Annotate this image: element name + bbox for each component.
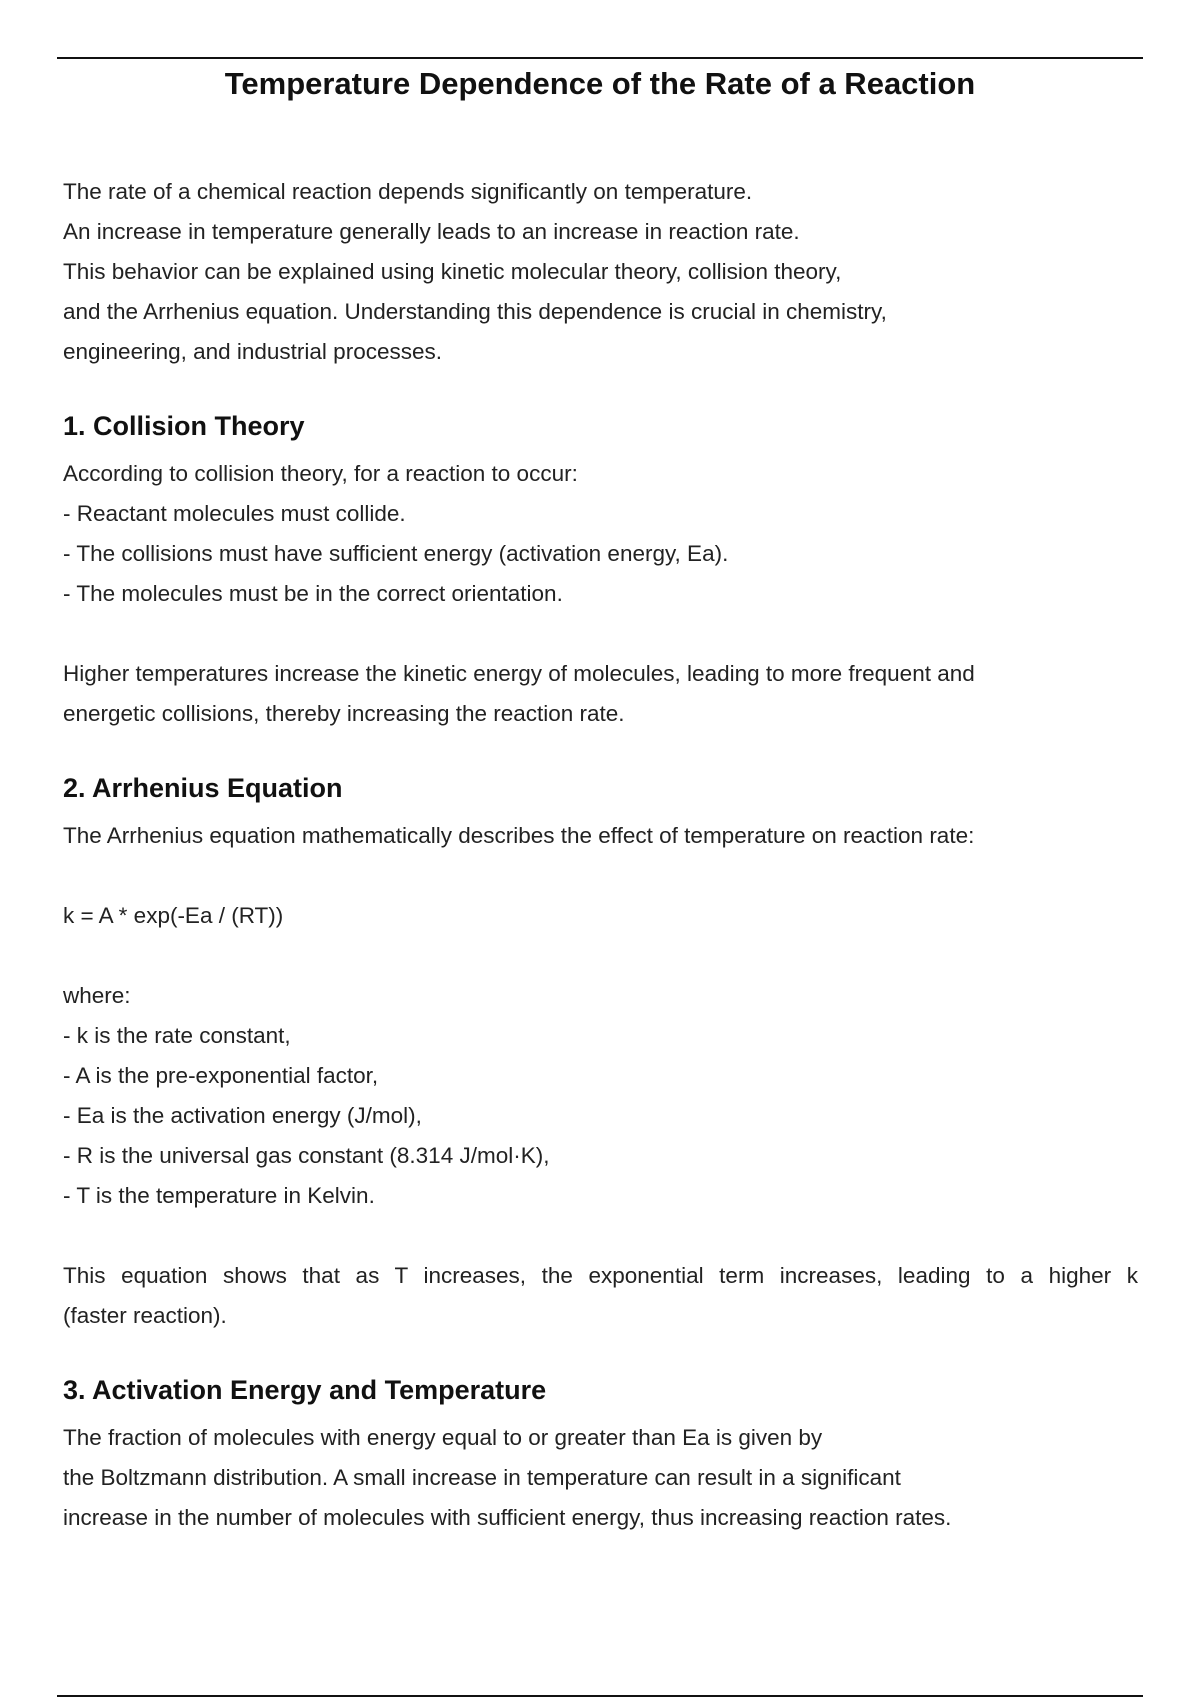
term-item: - R is the universal gas constant (8.314 J/mol·K),: [63, 1143, 550, 1168]
section-heading-activation-energy: 3. Activation Energy and Temperature: [63, 1375, 547, 1405]
intro-paragraph: [63, 172, 1138, 372]
section-heading-collision-theory: 1. Collision Theory: [63, 411, 305, 441]
document-body: [63, 172, 1138, 1538]
intro-line: and the Arrhenius equation. Understanding this dependence is crucial in chemistry,: [63, 299, 887, 324]
term-item: - A is the pre-exponential factor,: [63, 1063, 379, 1088]
intro-line: An increase in temperature generally leads to an increase in reaction rate.: [63, 219, 800, 244]
collision-paragraph-line: energetic collisions, thereby increasing the reaction rate.: [63, 701, 625, 726]
collision-line: According to collision theory, for a reaction to occur:: [63, 461, 578, 486]
bottom-rule: [57, 1695, 1143, 1697]
collision-line: - The collisions must have sufficient energy (activation energy, Ea).: [63, 541, 729, 566]
intro-line: This behavior can be explained using kinetic molecular theory, collision theory,: [63, 259, 842, 284]
term-item: - T is the temperature in Kelvin.: [63, 1183, 375, 1208]
intro-line: The rate of a chemical reaction depends significantly on temperature.: [63, 179, 753, 204]
collision-paragraph-line: Higher temperatures increase the kinetic energy of molecules, leading to more frequent and: [63, 661, 975, 686]
arrhenius-formula: k = A * exp(-Ea / (RT)): [63, 903, 284, 928]
activation-line: the Boltzmann distribution. A small increase in temperature can result in a significant: [63, 1465, 901, 1490]
arrhenius-intro: The Arrhenius equation mathematically describes the effect of temperature on reaction rate:: [63, 823, 975, 848]
activation-line: increase in the number of molecules with sufficient energy, thus increasing reaction rates.: [63, 1505, 952, 1530]
collision-theory-paragraph: [63, 654, 1138, 734]
term-item: - Ea is the activation energy (J/mol),: [63, 1103, 422, 1128]
top-rule: [57, 57, 1143, 59]
section-heading-arrhenius-equation: 2. Arrhenius Equation: [63, 773, 343, 803]
term-item: - k is the rate constant,: [63, 1023, 291, 1048]
activation-energy-paragraph: [63, 1418, 1138, 1538]
conclusion-line: This equation shows that as T increases, the exponential term increases, leading to a higher k: [63, 1263, 1138, 1288]
intro-line: engineering, and industrial processes.: [63, 339, 442, 364]
arrhenius-terms-list: [63, 1016, 1138, 1216]
collision-line: - The molecules must be in the correct orientation.: [63, 581, 563, 606]
collision-line: - Reactant molecules must collide.: [63, 501, 406, 526]
arrhenius-conclusion: [63, 1256, 1138, 1336]
document-title: Temperature Dependence of the Rate of a Reaction: [224, 66, 976, 101]
collision-theory-list: [63, 454, 1138, 614]
conclusion-line: (faster reaction).: [63, 1303, 227, 1328]
where-label: where:: [63, 983, 131, 1008]
activation-line: The fraction of molecules with energy equal to or greater than Ea is given by: [63, 1425, 823, 1450]
